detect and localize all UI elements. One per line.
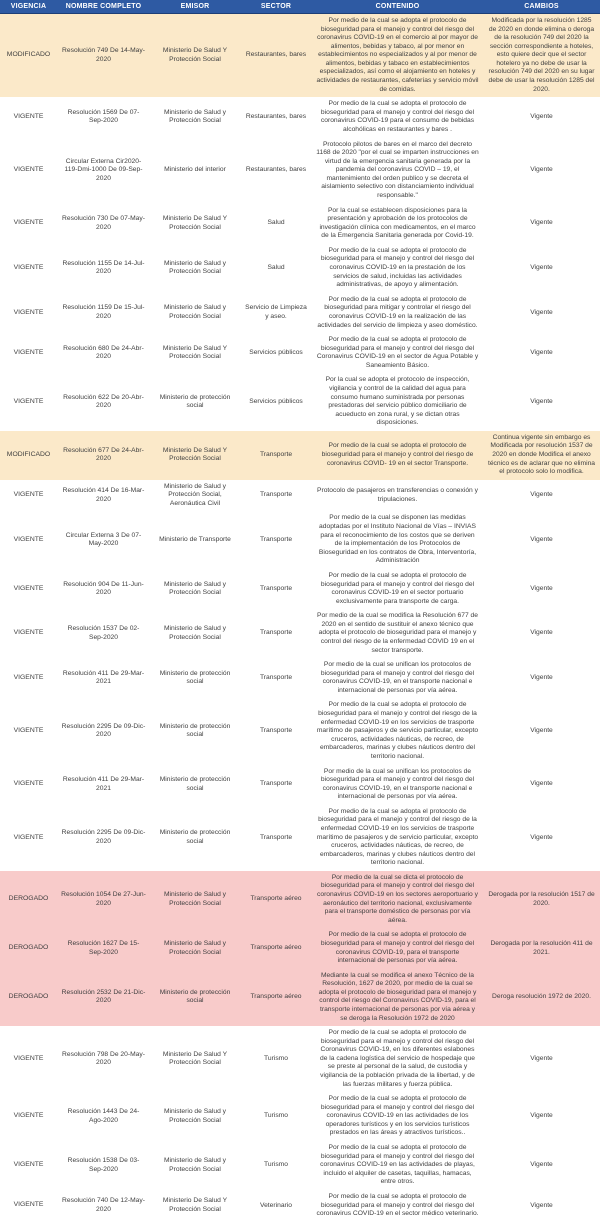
vigencia-cell: VIGENTE	[13, 263, 44, 271]
emisor-cell: Ministerio de Salud y Protección Social	[163, 625, 227, 641]
emisor-cell: Ministerio de Salud y Protección Social	[163, 1108, 227, 1124]
table-row	[0, 373, 600, 430]
sector-cell: Transporte	[259, 451, 293, 459]
nombre-cell: Resolución 1155 De 14-Jul-2020	[62, 259, 145, 276]
emisor-cell: Ministerio de Salud y Protección Social	[163, 259, 227, 276]
sector-cell: Transporte aéreo	[250, 944, 302, 952]
vigencia-cell: VIGENTE	[13, 673, 44, 681]
contenido-cell: Protocolo pilotos de bares en el marco del decreto 1168 de 2020 "por el cual se imparten instrucciones en virtud de la emergencia sanitaria generada por la pandemia del coronavirus COVID – 19, el mantenimiento del orden publico y se decreta el aislamiento selectivo con distanciamiento individual responsable."	[316, 140, 479, 199]
vigencia-cell: MODIFICADO	[6, 51, 51, 59]
vigencia-cell: VIGENTE	[13, 1112, 44, 1120]
cambios-cell: Derogada por la resolución 411 de 2021.	[490, 939, 593, 956]
table-row	[0, 97, 600, 137]
cambios-cell: Vigente	[530, 674, 553, 682]
table-row	[0, 138, 600, 204]
vigencia-cell: VIGENTE	[13, 584, 44, 592]
cambios-cell: Vigente	[530, 727, 553, 735]
sector-cell: Transporte	[259, 833, 293, 841]
contenido-cell: Por medio de la cual se adopta el protocolo de bioseguridad para el manejo y control del riesgo del coronavirus COVID-19 en el sector médico veterinario.	[316, 1192, 479, 1218]
emisor-cell: Ministerio de protección social	[159, 829, 231, 845]
contenido-cell: Por medio de la cual se adopta el protocolo de bioseguridad para el manejo y control del riesgo del coronavirus COVID-19, para el transporte internacional de personas por vía aérea.	[320, 931, 475, 965]
table-row	[0, 1141, 600, 1190]
table-row	[0, 333, 600, 373]
contenido-cell: Por medio de la cual se adopta el protocolo de bioseguridad para el manejo y control del riesgo de la enfermedad COVID-19 en los servicios de trasporte marítimo de pasajeros y de servicio particular, excepto cruceros, actividades náuticas, de recreo, de embarcaderos, marinas y clubes náuticos dentro del territorio nacional.	[316, 807, 479, 867]
sector-cell: Salud	[267, 219, 285, 227]
contenido-cell: Por medio de la cual se adopta el protocolo de bioseguridad para mitigar y controlar el riesgo del coronavirus COVID-19 en la realización de las actividades del servicio de limpieza y aseo doméstico.	[317, 295, 478, 329]
cambios-cell: Vigente	[530, 166, 553, 174]
sector-cell: Transporte	[259, 491, 293, 499]
column-header-contenido: CONTENIDO	[312, 0, 483, 14]
table-row	[0, 969, 600, 1026]
table-row	[0, 871, 600, 928]
table-row	[0, 431, 600, 480]
contenido-cell: Por medio de la cual se adopta el protocolo de bioseguridad para el manejo y control del riesgo de la enfermedad COVID-19 en los servicios de trasporte marítimo de pasajeros y de servicio particular, excepto cruceros, actividades náuticas, de recreo, de embarcaderos, marinas y clubes náuticos dentro del territorio nacional.	[316, 701, 479, 760]
contenido-cell: Por medio de la cual se modifica la Resolución 677 de 2020 en el sentido de sustituir el anexo técnico que adopta el protocolo de bioseguridad para el manejo y control del riesgo de la enfermedad COVID 19 en el sector transporte.	[317, 612, 478, 654]
sector-cell: Transporte	[259, 629, 293, 637]
emisor-cell: Ministerio De Salud Y Protección Social	[162, 215, 228, 231]
contenido-cell: Por la cual se establecen disposiciones para la presentación y aprobación de los protocolos de investigación clínica con medicamentos, en el marco de la Emergencia Sanitaria generada por Covid-19.	[319, 206, 476, 240]
nombre-cell: Resolución 411 De 29-Mar-2021	[62, 669, 145, 686]
nombre-cell: Circular Externa 3 De 07-May-2020	[65, 531, 142, 548]
nombre-cell: Resolución 1627 De 15-Sep-2020	[67, 939, 140, 956]
nombre-cell: Resolución 749 De 14-May-2020	[62, 47, 145, 63]
nombre-cell: Resolución 1569 De 07-Sep-2020	[67, 108, 140, 125]
cambios-cell: Derogada por la resolución 1517 de 2020.	[488, 891, 595, 907]
vigencia-cell: DEROGADO	[8, 944, 49, 952]
emisor-cell: Ministerio de protección social	[159, 988, 231, 1005]
vigencia-cell: DEROGADO	[8, 993, 49, 1001]
table-row	[0, 698, 600, 764]
nombre-cell: Resolución 1159 De 15-Jul-2020	[62, 304, 145, 320]
nombre-cell: Resolución 730 De 07-May-2020	[62, 215, 145, 231]
contenido-cell: Por medio de la cual se adopta el protocolo de bioseguridad para el manejo y control del riesgo del Coronavirus COVID-19, en los diferentes eslabones de la cadena logística del servicio de hospedaje que se preste al personal de la salud, de custodia y vigilancia de la población privada de la libertad, y de las fuerzas militares y fuerza pública.	[319, 1029, 476, 1088]
cambios-cell: Vigente	[530, 1112, 553, 1120]
nombre-cell: Resolución 740 De 12-May-2020	[62, 1197, 145, 1213]
header-row	[0, 0, 600, 14]
contenido-cell: Por medio de la cual se adopta el protocolo de bioseguridad para el manejo y control del riesgo del Coronavirus COVID-19 en el sector de Agua Potable y Saneamiento Básico.	[316, 336, 479, 369]
contenido-cell: Por medio de la cual se adopta el protocolo de bioseguridad para el manejo y control del riesgo del coronavirus COVID-19 en las actividades de playas, incluido el alquiler de casetas, taquillas, hamacas, entre otros.	[320, 1144, 475, 1186]
sector-cell: Servicios públicos	[249, 348, 303, 356]
cambios-cell: Continua vigente sin embargo es Modificada por resolución 1537 de 2020 en donde Modifica el anexo técnico es de aclarar que no elimina el protocolo solo lo modifica.	[487, 433, 596, 476]
emisor-cell: Ministerio de protección social	[159, 669, 231, 686]
cambios-cell: Vigente	[530, 1161, 553, 1169]
cambios-cell: Deroga resolución 1972 de 2020.	[492, 993, 591, 1001]
nombre-cell: Resolución 2295 De 09-Dic-2020	[61, 829, 146, 845]
cambios-cell: Vigente	[530, 491, 553, 499]
nombre-cell: Resolución 1537 De 02-Sep-2020	[67, 625, 140, 641]
cambios-cell: Vigente	[530, 584, 553, 592]
sector-cell: Transporte aéreo	[250, 895, 302, 903]
contenido-cell: Mediante la cual se modifica el anexo Técnico de la Resolución, 1627 de 2020, por medio de la cual se adopta el protocolo de bioseguridad para el manejo y control del riesgo del Coronavirus COVID-19, para el transporte internacional de personas por vía aérea y se deroga la Resolución 1972 de 2020	[318, 971, 477, 1022]
table-row	[0, 765, 600, 805]
contenido-cell: Por medio de la cual se adopta el protocolo de bioseguridad para el manejo y control del riesgo de coronavirus COVID- 19 en el sector Transporte.	[321, 442, 474, 467]
nombre-cell: Resolución 2532 De 21-Dic-2020	[61, 988, 146, 1005]
nombre-cell: Resolución 622 De 20-Abr-2020	[63, 393, 144, 410]
contenido-cell: Por medio de la cual se adopta el protocolo de bioseguridad para el manejo y control del riesgo del coronavirus COVID-19 en el sector portuario exclusivamente para transporte de carga.	[320, 571, 475, 605]
vigencia-cell: VIGENTE	[13, 219, 44, 227]
emisor-cell: Ministerio de Salud y Protección Social	[163, 108, 227, 125]
nombre-cell: Circular Externa Cir2020-119-Dmi-1000 De 09-Sep-2020	[64, 157, 143, 182]
table-row	[0, 511, 600, 568]
table-row	[0, 658, 600, 698]
table-row	[0, 293, 600, 333]
sector-cell: Servicio de Limpieza y aseo.	[245, 304, 307, 320]
column-header-nombre-completo: NOMBRE COMPLETO	[57, 0, 150, 14]
emisor-cell: Ministerio De Salud Y Protección Social	[162, 1197, 228, 1213]
emisor-cell: Ministerio de Transporte	[159, 535, 231, 543]
table-row	[0, 480, 600, 512]
column-header-sector: SECTOR	[240, 0, 312, 14]
nombre-cell: Resolución 414 De 16-Mar-2020	[62, 487, 145, 503]
table-row	[0, 1190, 600, 1222]
cambios-cell: Vigente	[530, 833, 553, 841]
sector-cell: Turismo	[264, 1161, 288, 1169]
vigencia-cell: VIGENTE	[13, 1054, 44, 1062]
sector-cell: Turismo	[264, 1112, 288, 1120]
sector-cell: Transporte	[259, 727, 293, 735]
nombre-cell: Resolución 1538 De 03-Sep-2020	[67, 1156, 140, 1173]
vigencia-cell: VIGENTE	[13, 113, 44, 121]
cambios-cell: Vigente	[530, 219, 553, 227]
sector-cell: Veterinario	[260, 1201, 292, 1209]
vigencia-cell: VIGENTE	[13, 348, 44, 356]
cambios-cell: Modificada por la resolución 1285 de 2020 en donde elimina o deroga de la resolución 749 del 2020 la sección correspondiente a hoteles, esto quiere decir que el sector hotelero ya no debe de usar la resolución 749 del 2020 en su lugar debe de usar la resolución 1285 del 2020.	[488, 17, 595, 93]
vigencia-cell: VIGENTE	[13, 1161, 44, 1169]
table-row	[0, 805, 600, 871]
emisor-cell: Ministerio de Salud y Protección Social	[163, 1156, 227, 1173]
emisor-cell: Ministerio de Salud y Protección Social, Aeronáutica Civil	[163, 482, 227, 507]
contenido-cell: Por medio de la cual se adopta el protocolo de bioseguridad para el manejo y control del riesgo del coronavirus COVID-19 en el comercio al por mayor de alimentos, bebidas y tabaco, al por menor en establecimientos no especializados y al por menor de alimentos, bebidas y tabaco en establecimientos especializados, así como el alojamiento en hoteles y actividades de restaurantes, cafeterías y servicio móvil de comidas.	[316, 17, 479, 93]
vigencia-cell: VIGENTE	[13, 397, 44, 405]
vigencia-cell: MODIFICADO	[6, 450, 51, 458]
nombre-cell: Resolución 904 De 11-Jun-2020	[63, 580, 144, 597]
sector-cell: Restaurantes, bares	[245, 51, 307, 59]
table-row	[0, 14, 600, 98]
table-row	[0, 204, 600, 244]
cambios-cell: Vigente	[530, 113, 553, 121]
vigencia-cell: VIGENTE	[13, 166, 44, 174]
emisor-cell: Ministerio De Salud Y Protección Social	[162, 47, 228, 63]
sector-cell: Transporte	[259, 535, 293, 543]
emisor-cell: Ministerio de protección social	[159, 776, 231, 792]
cambios-cell: Vigente	[530, 397, 553, 405]
table-row	[0, 609, 600, 658]
nombre-cell: Resolución 1054 De 27-Jun-2020	[61, 891, 146, 907]
contenido-cell: Por medio de la cual se adopta el protocolo de bioseguridad para el manejo y control del riesgo del coronavirus COVID-19 en la prestación de los servicios de salud, incluidas las actividades administrativas, de apoyo y alimentación.	[320, 246, 475, 289]
nombre-cell: Resolución 411 De 29-Mar-2021	[62, 776, 145, 792]
table-row	[0, 1092, 600, 1141]
cambios-cell: Vigente	[530, 348, 553, 356]
cambios-cell: Vigente	[530, 264, 553, 272]
sector-cell: Servicios públicos	[249, 397, 303, 405]
contenido-cell: Por medio de la cual se dicta el protocolo de bioseguridad para el manejo y control del riesgo del coronavirus COVID-19 en los sectores aeroportuario y aeronáutico del territorio nacional, exclusivamente para el transporte doméstico de personas por vía aérea.	[317, 873, 478, 924]
vigencia-cell: VIGENTE	[13, 629, 44, 637]
emisor-cell: Ministerio De Salud Y Protección Social	[162, 446, 228, 463]
emisor-cell: Ministerio de Salud y Protección Social	[163, 304, 227, 320]
emisor-cell: Ministerio De Salud Y Protección Social	[162, 1050, 228, 1067]
contenido-cell: Por medio de la cual se unifican los protocolos de bioseguridad para el manejo y control del riesgo del coronavirus COVID-19, en el transporte nacional e internacional de personas por vía aérea.	[320, 767, 475, 801]
vigencia-cell: VIGENTE	[13, 491, 44, 499]
sector-cell: Transporte aéreo	[250, 993, 302, 1001]
sector-cell: Restaurantes, bares	[245, 113, 307, 121]
emisor-cell: Ministerio De Salud Y Protección Social	[162, 344, 228, 361]
table-row	[0, 928, 600, 968]
nombre-cell: Resolución 1443 De 24-Ago-2020	[67, 1108, 140, 1124]
sector-cell: Turismo	[264, 1054, 288, 1062]
cambios-cell: Vigente	[530, 629, 553, 637]
emisor-cell: Ministerio de Salud y Protección Social	[163, 939, 227, 956]
table-row	[0, 569, 600, 609]
contenido-cell: Por medio de la cual se adopta el protocolo de bioseguridad para el manejo y control del riesgo del coronavirus COVID-19 para el consumo de bebidas alcohólicas en restaurantes y bares .	[320, 100, 475, 133]
vigencia-cell: VIGENTE	[13, 833, 44, 841]
contenido-cell: Por medio de la cual se unifican los protocolos de bioseguridad para el manejo y control del riesgo del coronavirus COVID-19, en el transporte nacional e internacional de personas por vía aérea.	[320, 661, 475, 694]
vigencia-cell: VIGENTE	[13, 727, 44, 735]
emisor-cell: Ministerio de protección social	[159, 722, 231, 739]
vigencia-cell: DEROGADO	[8, 895, 49, 903]
column-header-emisor: EMISOR	[150, 0, 240, 14]
nombre-cell: Resolución 2295 De 09-Dic-2020	[61, 722, 146, 739]
emisor-cell: Ministerio de Salud y Protección Social	[163, 891, 227, 907]
sector-cell: Transporte	[259, 674, 293, 682]
cambios-cell: Vigente	[530, 1054, 553, 1062]
sector-cell: Transporte	[259, 780, 293, 788]
column-header-cambios: CAMBIOS	[483, 0, 600, 14]
vigencia-cell: VIGENTE	[13, 308, 44, 316]
sector-cell: Transporte	[259, 584, 293, 592]
cambios-cell: Vigente	[530, 780, 553, 788]
contenido-cell: Por medio de la cual se adopta el protocolo de bioseguridad para el manejo y control del riesgo del coronavirus COVID-19 en las actividades de los operadores turísticos y en los servicios turísticos prestados en las áreas y atractivos turísticos..	[320, 1095, 475, 1137]
contenido-cell: Por medio de la cual se disponen las medidas adoptadas por el Instituto Nacional de Vías – INVIAS para el reconocimiento de los costos que se deriven de la implementación de los Protocolos de Bioseguridad en los contratos de Obra, Interventoría, Administración	[318, 514, 477, 565]
emisor-cell: Ministerio del interior	[164, 166, 226, 174]
vigencia-cell: VIGENTE	[13, 1201, 44, 1209]
nombre-cell: Resolución 680 De 24-Abr-2020	[63, 344, 144, 361]
nombre-cell: Resolución 677 De 24-Abr-2020	[63, 446, 144, 463]
contenido-cell: Protocolo de pasajeros en transferencias o conexión y tripulaciones.	[317, 487, 478, 503]
cambios-cell: Vigente	[530, 308, 553, 316]
emisor-cell: Ministerio de protección social	[159, 393, 231, 410]
cambios-cell: Vigente	[530, 1201, 553, 1209]
vigencia-cell: VIGENTE	[13, 535, 44, 543]
contenido-cell: Por la cual se adopta el protocolo de inspección, vigilancia y control de la calidad del agua para consumo humano suministrada por personas prestadoras del servicio público domiciliario de acueducto en zona rural, y se dictan otras disposiciones.	[325, 376, 470, 427]
table-row	[0, 244, 600, 293]
column-header-vigencia: VIGENCIA	[0, 0, 57, 14]
vigencia-cell: VIGENTE	[13, 780, 44, 788]
sector-cell: Salud	[267, 264, 285, 272]
sector-cell: Restaurantes, bares	[245, 166, 307, 174]
nombre-cell: Resolución 798 De 20-May-2020	[62, 1050, 145, 1067]
cambios-cell: Vigente	[530, 535, 553, 543]
emisor-cell: Ministerio de Salud y Protección Social	[163, 580, 227, 597]
table-row	[0, 1026, 600, 1092]
